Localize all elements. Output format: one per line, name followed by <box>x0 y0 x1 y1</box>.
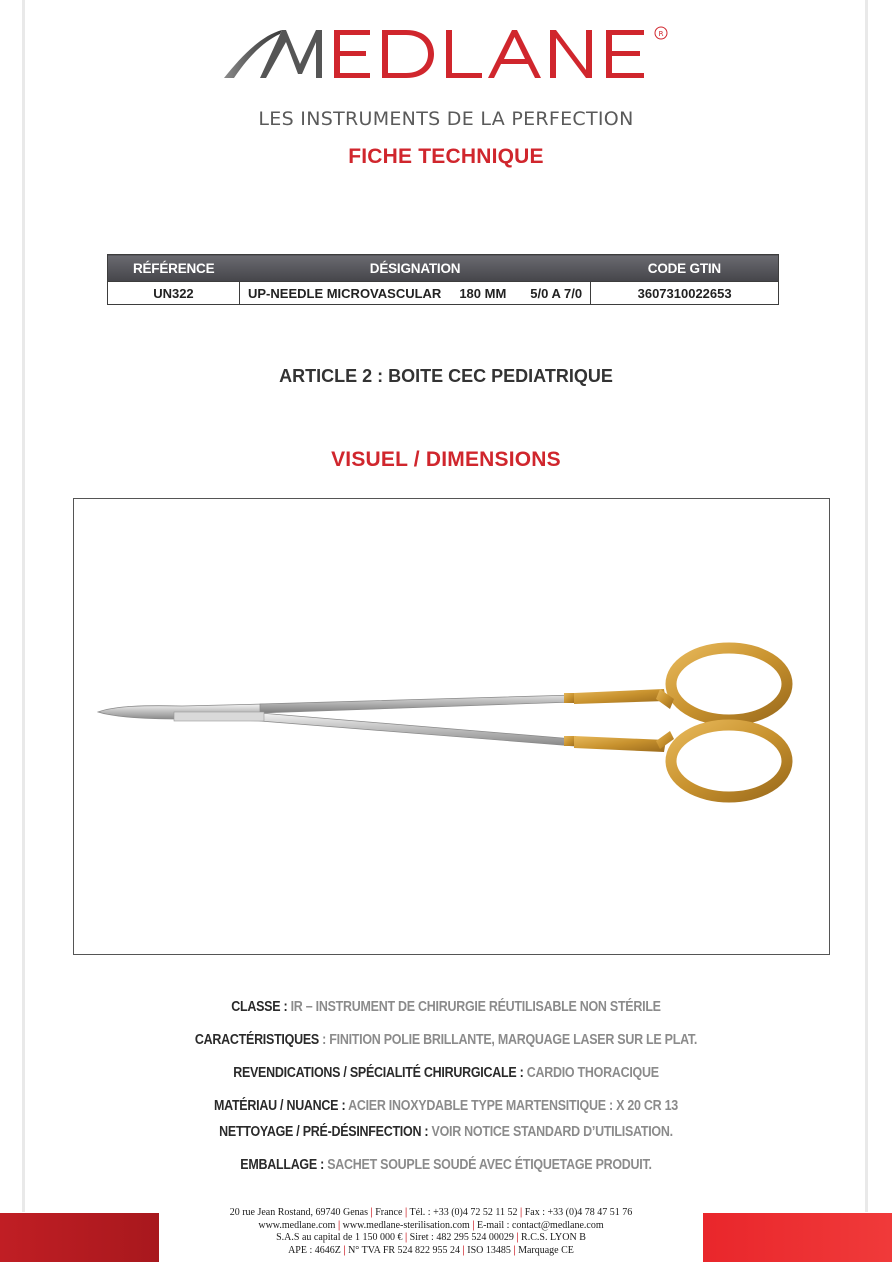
table-header-row <box>108 255 779 282</box>
spec-value: ACIER INOXYDABLE TYPE MARTENSITIQUE : X 20 CR 13 <box>345 1098 678 1114</box>
footer-ce-mark: Marquage CE <box>518 1244 574 1256</box>
spec-emballage <box>62 1157 829 1173</box>
footer-website-link[interactable]: www.medlane.com <box>258 1219 336 1231</box>
spec-label: CARACTÉRISTIQUES <box>194 1032 319 1048</box>
spec-materiau <box>62 1098 829 1114</box>
footer-address-line: 20 rue Jean Rostand, 69740 Genas | France | Tél. : +33 (0)4 72 52 11 52 | Fax : +33 (0)4 78 47 51 76 <box>229 1207 633 1218</box>
spec-label: CLASSE : <box>231 999 288 1015</box>
reference-table <box>107 254 779 305</box>
spec-revendications <box>62 1065 829 1081</box>
footer-legal-line: S.A.S au capital de 1 150 000 € | Siret : 482 295 524 00029 | R.C.S. LYON B <box>276 1232 586 1243</box>
footer-address: 20 rue Jean Rostand, 69740 Genas <box>229 1207 369 1218</box>
spec-value: CARDIO THORACIQUE <box>523 1065 659 1081</box>
footer-email-link[interactable]: E-mail : contact@medlane.com <box>476 1219 604 1231</box>
footer-capital: S.A.S au capital de 1 150 000 € <box>276 1232 403 1243</box>
spec-label: MATÉRIAU / NUANCE : <box>214 1098 346 1114</box>
cell-designation <box>239 282 590 305</box>
footer-rcs: R.C.S. LYON B <box>521 1232 586 1243</box>
designation-suture: 5/0 A 7/0 <box>530 285 583 301</box>
cell-gtin: 3607310022653 <box>591 282 779 305</box>
spec-caracteristiques <box>62 1032 829 1048</box>
designation-size: 180 MM <box>459 285 507 301</box>
right-page-rule <box>865 0 868 1212</box>
left-page-rule <box>22 0 25 1212</box>
table-row <box>108 282 779 305</box>
header-designation: DÉSIGNATION <box>239 255 590 282</box>
medlane-wordmark <box>220 18 680 90</box>
footer-web-line: www.medlane.com | www.medlane-sterilisation.com | E-mail : contact@medlane.com <box>258 1219 604 1231</box>
spec-value: : FINITION POLIE BRILLANTE, MARQUAGE LASER SUR LE PLAT. <box>318 1032 698 1048</box>
spec-label: NETTOYAGE / PRÉ-DÉSINFECTION : <box>219 1124 429 1140</box>
footer-iso: ISO 13485 <box>467 1244 511 1256</box>
spec-value: SACHET SOUPLE SOUDÉ AVEC ÉTIQUETAGE PRODUIT. <box>324 1157 652 1173</box>
spec-nettoyage <box>62 1124 829 1140</box>
footer-sterilisation-link[interactable]: www.medlane-sterilisation.com <box>342 1219 470 1231</box>
footer-country: France <box>375 1207 403 1218</box>
footer-tva: N° TVA FR 524 822 955 24 <box>348 1244 461 1256</box>
logo-tagline: LES INSTRUMENTS DE LA PERFECTION <box>258 108 634 130</box>
fiche-technique-title: FICHE TECHNIQUE <box>348 145 544 168</box>
footer-red-bar-right <box>703 1213 892 1262</box>
spec-label: REVENDICATIONS / SPÉCIALITÉ CHIRURGICALE : <box>233 1065 524 1081</box>
spec-value: IR – INSTRUMENT DE CHIRURGIE RÉUTILISABLE NON STÉRILE <box>287 999 661 1015</box>
spec-value: VOIR NOTICE STANDARD D’UTILISATION. <box>428 1124 673 1140</box>
footer-fax: Fax : +33 (0)4 78 47 51 76 <box>524 1207 633 1218</box>
footer-phone: Tél. : +33 (0)4 72 52 11 52 <box>409 1207 518 1218</box>
spec-label: EMBALLAGE : <box>240 1157 325 1173</box>
medlane-logo <box>0 18 892 130</box>
spec-classe <box>62 999 829 1015</box>
footer-cert-line: APE : 4646Z | N° TVA FR 524 822 955 24 | ISO 13485 | Marquage CE <box>288 1244 574 1256</box>
designation-name: UP-NEEDLE MICROVASCULAR <box>248 285 442 301</box>
footer-siret: Siret : 482 295 524 00029 <box>409 1232 514 1243</box>
footer-ape: APE : 4646Z <box>288 1244 341 1256</box>
header-reference: RÉFÉRENCE <box>108 255 240 282</box>
needle-holder-image <box>74 499 831 956</box>
visuel-dimensions-title: VISUEL / DIMENSIONS <box>331 448 561 471</box>
footer-company-info <box>160 1207 702 1257</box>
footer-red-bar-left <box>0 1213 159 1262</box>
header-gtin: CODE GTIN <box>591 255 779 282</box>
article-heading: ARTICLE 2 : BOITE CEC PEDIATRIQUE <box>279 366 613 386</box>
svg-text:R: R <box>658 30 664 38</box>
product-image-frame <box>73 498 830 955</box>
cell-reference: UN322 <box>108 282 240 305</box>
